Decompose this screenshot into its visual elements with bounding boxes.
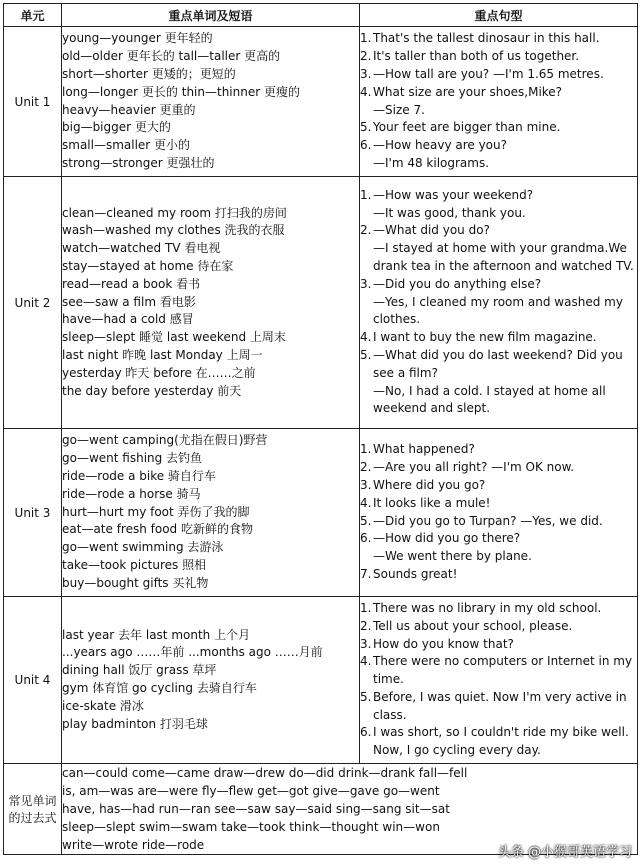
sentence-number: 2. — [360, 223, 372, 238]
sentence-item — [360, 618, 637, 636]
sentence-number: 1. — [360, 187, 372, 202]
sentence-item — [360, 66, 637, 84]
word-entry: long—longer 更长的 thin—thinner 更瘦的 — [62, 84, 300, 99]
unit-label: Unit 2 — [4, 177, 62, 429]
sentence-text: Sounds great! — [373, 566, 458, 581]
sentence-text: —What did you do? — [373, 223, 490, 238]
sentence-text: —How heavy are you? — [373, 138, 507, 153]
sentence-item — [360, 347, 637, 418]
sentence-item — [360, 530, 637, 566]
sentence-number: 2. — [360, 618, 372, 633]
sentence-text: Before, I was quiet. Now I'm very active in class. — [373, 689, 627, 722]
word-entry: ride—rode a horse 骑马 — [62, 486, 201, 501]
sentence-item — [360, 329, 637, 347]
word-entry: the day before yesterday 前天 — [62, 383, 242, 398]
sentence-number: 3. — [360, 636, 372, 651]
sentence-text: —How tall are you? —I'm 1.65 metres. — [373, 66, 604, 81]
sentence-list — [360, 177, 638, 429]
sentence-number: 4. — [360, 654, 372, 669]
sentence-text: I want to buy the new film magazine. — [373, 330, 597, 345]
word-list — [62, 27, 360, 177]
sentence-text: —It was good, thank you. — [373, 205, 526, 220]
word-list — [62, 429, 360, 597]
sentence-list — [360, 27, 638, 177]
sentence-item — [360, 441, 637, 459]
word-entry: last year 去年 last month 上个月 — [62, 627, 251, 642]
word-entry: big—bigger 更大的 — [62, 120, 171, 135]
word-entry: go—went swimming 去游泳 — [62, 540, 224, 555]
word-entry: buy—bought gifts 买礼物 — [62, 575, 209, 590]
sentence-text: —I stayed at home with your grandma.We drank tea in the afternoon and watched TV. — [373, 241, 634, 273]
word-entry: dining hall 饭厅 grass 草坪 — [62, 663, 217, 678]
sentence-list — [360, 429, 638, 597]
unit-row — [4, 27, 638, 177]
word-entry: watch—watched TV 看电视 — [62, 241, 221, 256]
sentence-number: 1. — [360, 31, 372, 46]
sentence-text: It looks like a mule! — [373, 495, 491, 510]
unit-rows — [4, 27, 638, 764]
sentence-item — [360, 137, 637, 173]
sentence-text: —We went there by plane. — [373, 549, 532, 564]
sentence-item — [360, 30, 637, 48]
word-entry: stay—stayed at home 待在家 — [62, 259, 234, 273]
word-entry: read—read a book 看书 — [62, 276, 201, 291]
word-entry: young—younger 更年轻的 — [62, 31, 213, 46]
sentence-number: 1. — [360, 600, 372, 615]
sentence-text: Your feet are bigger than mine. — [373, 120, 561, 135]
sentence-text: Where did you go? — [373, 477, 486, 492]
sentence-text: —What did you do last weekend? Did you see a film? — [373, 347, 623, 380]
word-entry: hurt—hurt my foot 弄伤了我的脚 — [62, 504, 250, 519]
header-unit: 单元 — [4, 4, 62, 27]
word-list — [62, 177, 360, 429]
sentence-text: —Size 7. — [373, 102, 425, 117]
sentence-text: —How was your weekend? — [373, 187, 534, 202]
sentence-text: That's the tallest dinosaur in this hall. — [373, 31, 600, 46]
sentence-text: —Did you do anything else? — [373, 276, 542, 291]
sentence-number: 6. — [360, 725, 372, 740]
verb-line: write—wrote ride—rode — [62, 838, 205, 852]
sentence-text: —How did you go there? — [373, 531, 521, 546]
sentence-item — [360, 477, 637, 495]
sentence-item — [360, 636, 637, 654]
word-entry: see—saw a film 看电影 — [62, 294, 196, 309]
word-entry: ...years ago ……年前 ...months ago ……月前 — [62, 645, 323, 660]
sentence-text: —Did you go to Turpan? —Yes, we did. — [373, 513, 603, 528]
sentence-item — [360, 495, 637, 513]
sentence-item — [360, 513, 637, 531]
sentence-number: 2. — [360, 460, 372, 475]
sentence-number: 4. — [360, 495, 372, 510]
word-entry: ride—rode a bike 骑自行车 — [62, 469, 216, 483]
verb-line: have, has—had run—ran see—saw say—said sing—sang sit—sat — [62, 802, 450, 816]
common-verbs-label: 常见单词的过去式 — [4, 764, 62, 855]
sentence-number: 5. — [360, 689, 372, 704]
verb-line: sleep—slept swim—swam take—took think—thought win—won — [62, 820, 440, 834]
header-row — [4, 4, 638, 27]
unit-label: Unit 4 — [4, 597, 62, 764]
sentence-item — [360, 48, 637, 66]
word-entry: eat—ate fresh food 吃新鲜的食物 — [62, 522, 253, 537]
unit-row — [4, 429, 638, 597]
sentence-number: 4. — [360, 330, 372, 345]
sentence-text: Tell us about your school, please. — [373, 618, 573, 633]
sentence-item — [360, 84, 637, 120]
word-entry: last night 昨晚 last Monday 上周一 — [62, 347, 263, 362]
sentence-item — [360, 459, 637, 477]
word-entry: strong—stronger 更强壮的 — [62, 155, 215, 170]
sentence-text: There were no computers or Internet in my time. — [373, 654, 633, 687]
sentence-number: 2. — [360, 49, 372, 64]
vocabulary-table — [3, 3, 638, 855]
sentence-number: 3. — [360, 66, 372, 81]
sentence-number: 3. — [360, 477, 372, 492]
sentence-item — [360, 600, 637, 618]
sentence-list — [360, 597, 638, 764]
sentence-text: —I'm 48 kilograms. — [373, 155, 490, 170]
word-entry: play badminton 打羽毛球 — [62, 716, 208, 731]
sentence-number: 6. — [360, 531, 372, 546]
sentence-item — [360, 724, 637, 760]
unit-row — [4, 597, 638, 764]
sentence-number: 1. — [360, 442, 372, 457]
sentence-item — [360, 653, 637, 689]
word-entry: yesterday 昨天 before 在……之前 — [62, 365, 256, 380]
sentence-number: 4. — [360, 84, 372, 99]
sentence-text: What happened? — [373, 442, 475, 457]
sentence-number: 6. — [360, 138, 372, 153]
sentence-number: 5. — [360, 347, 372, 362]
word-entry: go—went camping(尤指在假日)野营 — [62, 433, 268, 448]
sentence-number: 7. — [360, 566, 372, 581]
sentence-text: There was no library in my old school. — [373, 600, 602, 615]
sentence-text: —Yes, I cleaned my room and washed my clothes. — [373, 294, 623, 327]
verb-line: can—could come—came draw—drew do—did drink—drank fall—fell — [62, 766, 468, 780]
word-list — [62, 597, 360, 764]
word-entry: gym 体育馆 go cycling 去骑自行车 — [62, 681, 257, 695]
word-entry: heavy—heavier 更重的 — [62, 102, 196, 117]
header-words: 重点单词及短语 — [62, 4, 360, 27]
word-entry: sleep—slept 睡觉 last weekend 上周末 — [62, 330, 286, 345]
word-entry: go—went fishing 去钓鱼 — [62, 451, 203, 466]
unit-label: Unit 1 — [4, 27, 62, 177]
word-entry: take—took pictures 照相 — [62, 557, 207, 572]
sentence-number: 3. — [360, 276, 372, 291]
word-entry: small—smaller 更小的 — [62, 138, 191, 153]
watermark: 头条 @小猴哥英语学习 — [497, 845, 632, 860]
sentence-text: How do you know that? — [373, 636, 514, 651]
word-entry: old—older 更年长的 tall—taller 更高的 — [62, 49, 281, 64]
sentence-text: I was short, so I couldn't ride my bike well. Now, I go cycling every day. — [373, 725, 629, 758]
sentence-item — [360, 276, 637, 329]
unit-row — [4, 177, 638, 429]
sentence-text: What size are your shoes,Mike? — [373, 84, 563, 99]
sentence-item — [360, 119, 637, 137]
sentence-number: 5. — [360, 120, 372, 135]
verb-line: is, am—was are—were fly—flew get—got give—gave go—went — [62, 784, 440, 798]
sentence-item — [360, 187, 637, 223]
sentence-number: 5. — [360, 513, 372, 528]
unit-label: Unit 3 — [4, 429, 62, 597]
word-entry: clean—cleaned my room 打扫我的房间 — [62, 205, 287, 220]
sentence-item — [360, 222, 637, 275]
sentence-text: —No, I had a cold. I stayed at home all weekend and slept. — [373, 383, 606, 416]
word-entry: have—had a cold 感冒 — [62, 312, 194, 327]
word-entry: short—shorter 更矮的；更短的 — [62, 66, 236, 81]
sentence-text: It's taller than both of us together. — [373, 49, 580, 64]
sentence-item — [360, 566, 637, 584]
header-sentences: 重点句型 — [360, 4, 638, 27]
word-entry: ice-skate 滑冰 — [62, 698, 144, 713]
sentence-item — [360, 689, 637, 725]
word-entry: wash—washed my clothes 洗我的衣服 — [62, 223, 285, 238]
sentence-text: —Are you all right? —I'm OK now. — [373, 460, 575, 475]
